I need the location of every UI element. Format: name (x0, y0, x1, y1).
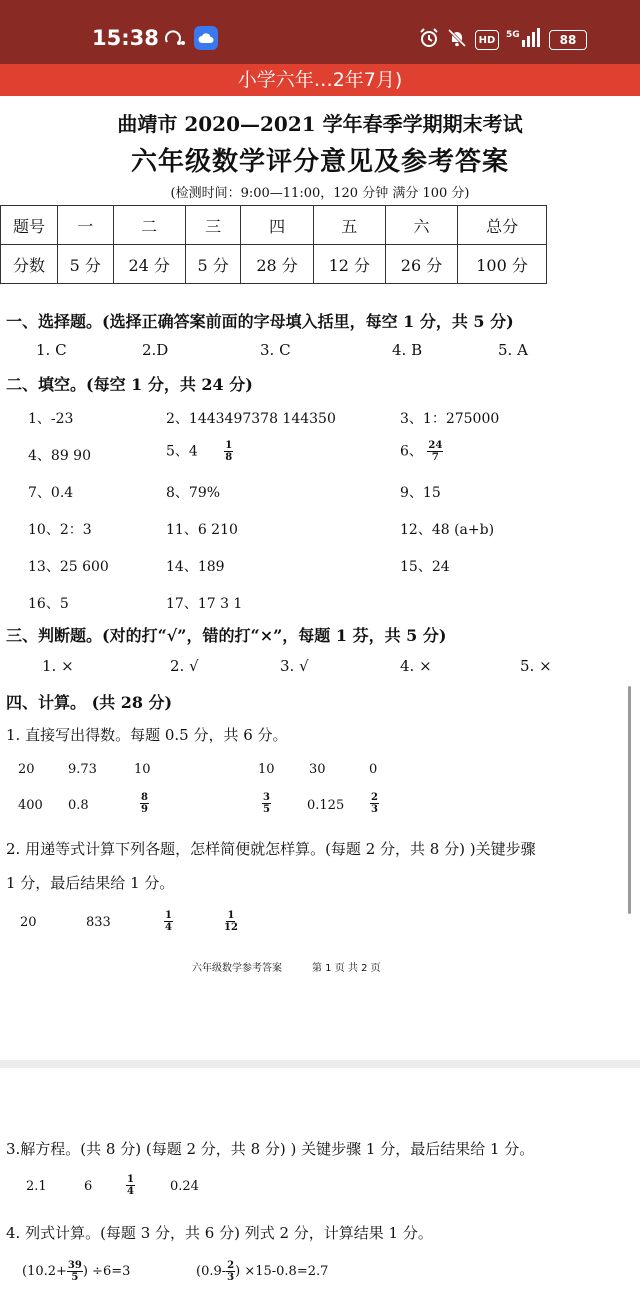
table-cell: 28 分 (241, 245, 313, 284)
answer-item: 0.24 (170, 1179, 199, 1194)
fraction-numerator: 39 (67, 1260, 82, 1271)
question-1-text: 1. 直接写出得数。每题 0.5 分，共 6 分。 (6, 726, 288, 744)
table-cell: 100 分 (458, 245, 547, 284)
expr-part: (0.9- (196, 1264, 227, 1279)
page-footer-title: 六年级数学参考答案 (192, 963, 282, 974)
battery-icon: 88 (549, 30, 587, 50)
answer-item: 3. C (260, 341, 291, 359)
clock: 15:38 (92, 26, 159, 50)
answer-item: 4. B (392, 341, 423, 359)
table-cell: 四 (241, 206, 313, 245)
answer-item: 3. √ (280, 657, 309, 675)
answer-item: 30 (309, 762, 326, 777)
question-3-text: 3.解方程。(共 8 分) (每题 2 分，共 8 分) ) 关键步骤 1 分，最后结果给 1 分。 (6, 1140, 535, 1158)
fraction-numerator: 1 (225, 440, 233, 451)
status-bar (0, 0, 640, 64)
section-3-title: 三、判断题。(对的打“√”，错的打“×”，每题 1 芬，共 5 分) (6, 626, 447, 645)
hd-icon: HD (475, 30, 499, 50)
answer-item: 5. A (498, 341, 528, 359)
answer-item: 1、-23 (28, 411, 74, 427)
answer-item: 2.1 (26, 1179, 47, 1194)
answer-item: 13、25 600 (28, 559, 109, 575)
sync-icon (164, 28, 186, 48)
answer-item (166, 440, 233, 463)
fraction-denominator: 5 (263, 804, 270, 815)
fraction-numerator: 1 (165, 910, 172, 921)
answer-item: 5. × (520, 657, 552, 675)
table-cell: 三 (185, 206, 241, 245)
answer-item: 11、6 210 (166, 522, 238, 538)
answer-item: 2、1443497378 144350 (166, 411, 336, 427)
fraction (224, 440, 233, 463)
answer-item: 9、15 (400, 485, 441, 501)
table-cell: 12 分 (313, 245, 385, 284)
question-4-text: 4. 列式计算。(每题 3 分，共 6 分) 列式 2 分，计算结果 1 分。 (6, 1224, 433, 1242)
fraction (370, 792, 379, 815)
fraction-denominator: 4 (127, 1186, 134, 1197)
answer-item: 1. C (36, 341, 67, 359)
table-cell: 分数 (1, 245, 58, 284)
fraction-numerator: 3 (263, 792, 270, 803)
fraction-numerator: 2 (371, 792, 378, 803)
answer-item: 14、189 (166, 559, 225, 575)
mute-bell-icon (446, 28, 468, 48)
answer-item: 17、17 3 1 (166, 596, 243, 612)
fraction-denominator: 8 (225, 452, 233, 463)
page-number: 第 1 页 共 2 页 (312, 963, 381, 974)
fraction-denominator: 7 (431, 452, 439, 463)
table-cell: 六 (385, 206, 457, 245)
question-2-text-cont: 1 分，最后结果给 1 分。 (6, 874, 175, 892)
signal-5g-icon (506, 28, 540, 48)
table-cell: 题号 (1, 206, 58, 245)
answer-item: 3、1：275000 (400, 411, 500, 427)
answer-item: 20 (20, 915, 37, 930)
table-cell: 一 (57, 206, 113, 245)
fraction-denominator: 4 (165, 922, 172, 933)
scrollbar-thumb[interactable] (628, 686, 631, 914)
table-row (1, 206, 547, 245)
answer-item: 7、0.4 (28, 485, 74, 501)
answer-item: 0.8 (68, 798, 89, 813)
fraction-numerator: 2 (227, 1260, 235, 1271)
page-separator (0, 1060, 640, 1068)
answer-item: 833 (86, 915, 111, 930)
fraction (126, 1174, 135, 1197)
exam-title: 曲靖市 2020—2021 学年春季学期期末考试 (117, 112, 523, 136)
expr-part: ) ×15-0.8=2.7 (235, 1264, 329, 1279)
answer-item: 10 (134, 762, 151, 777)
answer-item: 0.125 (307, 798, 345, 813)
table-row (1, 245, 547, 284)
doc-title: 六年级数学评分意见及参考答案 (130, 147, 509, 177)
answer-item: 12、48 (a+b) (400, 522, 495, 538)
fraction-denominator: 3 (227, 1272, 235, 1283)
answer-item: 15、24 (400, 559, 450, 575)
answer-item: 1. × (42, 657, 74, 675)
answer-item: 6 (84, 1179, 93, 1194)
exam-info: (检测时间：9:00—11:00，120 分钟 满分 100 分) (170, 186, 470, 201)
alarm-icon (418, 28, 440, 48)
fraction-denominator: 5 (71, 1272, 79, 1283)
answer-item: 8、79% (166, 485, 221, 501)
fraction-denominator: 12 (224, 922, 238, 933)
fraction (140, 792, 149, 815)
answer-item (196, 1260, 328, 1283)
answer-item: 4、89 90 (28, 448, 91, 464)
answer-item: 400 (18, 798, 43, 813)
table-cell: 24 分 (113, 245, 185, 284)
table-cell: 二 (113, 206, 185, 245)
answer-item: 0 (369, 762, 378, 777)
fraction (224, 910, 238, 933)
answer-item (22, 1260, 130, 1283)
answer-text: 5、4 (166, 443, 198, 460)
answer-item: 4. × (400, 657, 432, 675)
fraction-numerator: 8 (141, 792, 148, 803)
fraction-denominator: 3 (371, 804, 378, 815)
section-1-title: 一、选择题。(选择正确答案前面的字母填入括里，每空 1 分，共 5 分) (6, 312, 514, 331)
question-2-text: 2. 用递等式计算下列各题，怎样简便就怎样算。(每题 2 分，共 8 分) )关键步骤 (6, 840, 536, 858)
fraction-numerator: 24 (428, 440, 443, 451)
answer-item: 16、5 (28, 596, 69, 612)
table-cell: 五 (313, 206, 385, 245)
answer-item: 10、2：3 (28, 522, 92, 538)
answer-item (400, 440, 443, 463)
fraction (427, 440, 443, 463)
app-cloud-icon (194, 26, 218, 50)
answer-item: 2.D (142, 341, 169, 359)
fraction (226, 1260, 235, 1283)
section-2-title: 二、填空。(每空 1 分，共 24 分) (6, 375, 253, 394)
fraction-numerator: 1 (127, 1174, 134, 1185)
fraction (164, 910, 173, 933)
section-4-title: 四、计算。 (共 28 分) (6, 693, 173, 712)
document-title-bar[interactable]: 小学六年…2年7月) (0, 64, 640, 96)
score-table (0, 205, 547, 284)
answer-item: 9.73 (68, 762, 97, 777)
fraction-numerator: 1 (227, 910, 235, 921)
answer-item: 20 (18, 762, 35, 777)
fraction-denominator: 9 (141, 804, 148, 815)
answer-item: 2. √ (170, 657, 199, 675)
table-cell: 26 分 (385, 245, 457, 284)
fraction (262, 792, 271, 815)
expr-part: (10.2+ (22, 1264, 67, 1279)
fraction (67, 1260, 83, 1283)
answer-item: 10 (258, 762, 275, 777)
answer-text: 6、 (400, 443, 423, 460)
table-cell: 总分 (458, 206, 547, 245)
table-cell: 5 分 (57, 245, 113, 284)
svg-text:5G: 5G (506, 30, 520, 40)
expr-part: ) ÷6=3 (82, 1264, 131, 1279)
table-cell: 5 分 (185, 245, 241, 284)
